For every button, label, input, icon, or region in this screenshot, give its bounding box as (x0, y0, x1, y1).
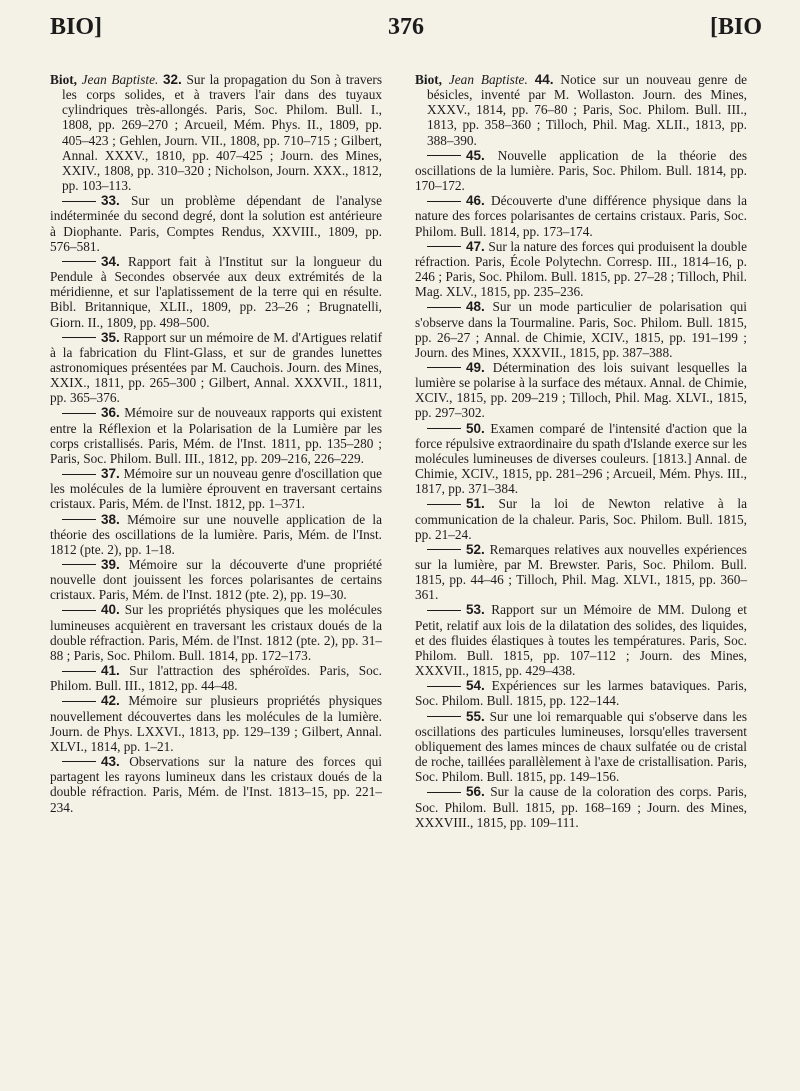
bibliography-entry (415, 542, 747, 603)
entry-text: Sur une loi remarquable qui s'observe dans les oscillations des particules lumineuses, lorsqu'elles traversent obliquement des lames minces de chaux sulfatée ou de cristal de roche, taillées parallèlement à l'axe de cristallisation. Paris, Soc. Philom. Bull. 1815, pp. 149–156. (415, 708, 747, 785)
bibliography-entry (50, 193, 382, 254)
ditto-rule (427, 246, 461, 247)
entry-text: Examen comparé de l'intensité d'action que la force répulsive extraordinaire du spath d'Islande exerce sur les molécules lumineuses de diverses couleurs. [1813.] Annal. de Chimie, XCIV., 1815, pp. 281–296 ; Arcueil, Mém. Phys. III., 1817, pp. 371–384. (415, 420, 748, 497)
author-name: Biot, Jean Baptiste. (415, 72, 528, 87)
entry-text: Remarques relatives aux nouvelles expériences sur la lumière, par M. Brewster. Paris, Soc. Philom. Bull. 1815, pp. 44–46 ; Tilloch, Phil. Mag. XLVI., 1815, pp. 360–361. (415, 541, 747, 603)
ditto-rule (427, 504, 461, 505)
entry-text: Mémoire sur de nouveaux rapports qui existent entre la Réflexion et la Polarisation de la Lumière par les corps cristallisés. Paris, Mém. de l'Inst. 1811, pp. 135–280 ; Paris, Soc. Philom. Bull. III., 1812, pp. 209–216, 226–229. (50, 405, 382, 466)
entry-text: Mémoire sur une nouvelle application de la théorie des oscillations de la lumière. Paris, Mém. de l'Inst. 1812 (pte. 2), pp. 1–18. (50, 511, 382, 557)
bibliography-entry (50, 663, 382, 693)
entry-number: 47. (466, 238, 485, 254)
entry-number: 34. (101, 253, 120, 269)
bibliography-entry (50, 754, 382, 815)
entry-text: Sur un mode particulier de polarisation qui s'observe dans la Tourmaline. Paris, Soc. Philom. Bull. 1815, pp. 26–27 ; Annal. de Chimie, XCIV., 1815, pp. 191–199 ; Journ. des Mines, XXXVII., 1815, pp. 387–388. (415, 299, 747, 360)
page-header (50, 14, 762, 44)
entry-number: 54. (466, 678, 485, 694)
bibliography-entry (415, 709, 747, 785)
entry-text: Sur les propriétés physiques que les molécules lumineuses acquièrent en traversant les cristaux doués de la double réfraction. Paris, Mém. de l'Inst. 1812 (pte. 2), pp. 31–88 ; Paris, Soc. Philom. Bull. 1814, pp. 172–173. (50, 602, 383, 663)
bibliography-entry (415, 72, 747, 148)
entry-number: 41. (101, 663, 120, 679)
bibliography-entry (415, 360, 747, 421)
bibliography-entry (50, 512, 382, 557)
ditto-rule (62, 564, 96, 565)
ditto-rule (62, 413, 96, 414)
entry-text: Mémoire sur plusieurs propriétés physiques nouvellement découvertes dans les molécules de la lumière. Journ. de Phys. LXXVI., 1813, pp. 129–139 ; Gilbert, Annal. XLVI., 1814, pp. 1–21. (50, 693, 382, 754)
entry-number: 46. (466, 193, 485, 209)
entry-text: Découverte d'une différence physique dans la nature des forces polarisantes de certains cristaux. Paris, Soc. Philom. Bull. 1814, pp. 173–174. (415, 193, 748, 239)
entry-number: 53. (466, 602, 485, 618)
entry-text: Rapport sur un mémoire de M. d'Artigues relatif à la fabrication du Flint-Glass, et sur de grandes lunettes astronomiques présentées par M. Cauchois. Journ. des Mines, XXIX., 1811, pp. 265–300 ; Gilbert, Annal. XXXVII., 1811, pp. 365–376. (50, 329, 382, 406)
ditto-rule (427, 155, 461, 156)
page-number: 376 (388, 14, 424, 40)
entry-number: 48. (466, 299, 485, 315)
ditto-rule (62, 671, 96, 672)
entry-number: 36. (101, 405, 120, 421)
entry-text: Observations sur la nature des forces qui partagent les rayons lumineux dans les cristaux doués de la double réfraction. Paris, Mém. de l'Inst. 1813–15, pp. 221–234. (50, 754, 382, 815)
entry-text: Rapport fait à l'Institut sur la longueur du Pendule à Secondes observée aux deux extrémités de la méridienne, et sur l'aplatissement de la terre qui en résulte. Bibl. Britannique, XLII., 1809, pp. 23–26 ; Brugnatelli, Giorn. II., 1809, pp. 498–500. (50, 253, 383, 330)
bibliography-entry (50, 602, 382, 663)
left-column (50, 72, 382, 815)
bibliography-entry (50, 72, 382, 193)
entry-number: 51. (466, 496, 485, 512)
entry-number: 35. (101, 329, 120, 345)
entry-number: 43. (101, 754, 120, 770)
bibliography-entry (50, 693, 382, 754)
ditto-rule (62, 337, 96, 338)
entry-number: 52. (466, 541, 485, 557)
bibliography-entry (415, 193, 747, 238)
entry-number: 42. (101, 693, 120, 709)
entry-number: 49. (466, 359, 485, 375)
entry-number: 39. (101, 557, 120, 572)
bibliography-entry (50, 405, 382, 466)
right-column (415, 72, 747, 830)
bibliography-entry (415, 678, 747, 708)
entry-number: 33. (101, 193, 120, 209)
entry-number: 56. (466, 784, 485, 800)
entry-text: Sur la nature des forces qui produisent la double réfraction. Paris, École Polytechn. Corresp. III., 1814–16, p. 246 ; Paris, Soc. Philom. Bull. 1815, pp. 27–28 ; Tilloch, Phil. Mag. XLV., 1815, pp. 235–236. (415, 238, 747, 300)
ditto-rule (62, 761, 96, 762)
ditto-rule (427, 201, 461, 202)
header-left-key: BIO] (50, 14, 103, 40)
ditto-rule (62, 261, 96, 262)
bibliography-entry (50, 466, 382, 511)
entry-number: 50. (466, 420, 485, 436)
ditto-rule (427, 549, 461, 550)
bibliography-entry (415, 299, 747, 360)
bibliography-entry (50, 557, 382, 602)
bibliography-entry (50, 330, 382, 406)
ditto-rule (427, 428, 461, 429)
ditto-rule (62, 519, 96, 520)
bibliography-entry (415, 239, 747, 300)
bibliography-entry (415, 784, 747, 829)
entry-number: 55. (466, 708, 485, 724)
entry-text: Sur la propagation du Son à travers les corps solides, et à travers l'air dans des tuyaux cylindriques très-allongés. Paris, Soc. Philom. Bull. I., 1808, pp. 269–270 ; Arcueil, Mém. Phys. II., 1809, pp. 405–423 ; Gehlen, Journ. VII., 1808, pp. 710–715 ; Gilbert, Annal. XXXV., 1810, pp. 407–425 ; Journ. des Mines, XXIV., 1808, pp. 310–320 ; Nicholson, Journ. XXX., 1812, pp. 103–113. (62, 72, 383, 194)
entry-number: 32. (162, 72, 182, 87)
entry-number: 44. (534, 72, 554, 87)
bibliography-entry (50, 254, 382, 330)
entry-text: Détermination des lois suivant lesquelles la lumière se polarise à la surface des métaux. Annal. de Chimie, XCIV., 1815, pp. 209–219 ; Tilloch, Phil. Mag. XLVI., 1815, pp. 297–302. (415, 359, 747, 421)
ditto-rule (427, 792, 461, 793)
entry-text: Rapport sur un Mémoire de MM. Dulong et Petit, relatif aux lois de la dilatation des solides, des liquides, et des fluides élastiques à toutes les températures. Paris, Soc. Philom. Bull. 1815, pp. 107–112 ; Journ. des Mines, XXXVII., 1815, pp. 429–438. (415, 602, 747, 679)
bibliography-entry (415, 148, 747, 193)
ditto-rule (62, 474, 96, 475)
bibliography-entry (415, 496, 747, 541)
entry-text: Sur l'attraction des sphéroïdes. Paris, Soc. Philom. Bull. III., 1812, pp. 44–48. (50, 663, 382, 694)
author-name: Biot, Jean Baptiste. (50, 72, 159, 87)
ditto-rule (427, 367, 461, 368)
ditto-rule (62, 701, 96, 702)
entry-number: 38. (101, 511, 120, 527)
ditto-rule (427, 716, 461, 717)
ditto-rule (62, 201, 96, 202)
ditto-rule (427, 686, 461, 687)
entry-text: Mémoire sur un nouveau genre d'oscillation que les molécules de la lumière éprouvent en traversant certains cristaux. Paris, Mém. de l'Inst. 1812, pp. 1–371. (50, 466, 383, 512)
entry-number: 40. (101, 602, 120, 618)
ditto-rule (427, 610, 461, 611)
entry-text: Sur la cause de la coloration des corps. Paris, Soc. Philom. Bull. 1815, pp. 168–169 ; Journ. des Mines, XXXVIII., 1815, pp. 109–111. (415, 784, 747, 830)
header-right-key: [BIO (709, 14, 762, 40)
entry-text: Sur un problème dépendant de l'analyse indéterminée du second degré, dont la solution est antérieure à Diophante. Paris, Comptes Rendus, XXVIII., 1809, pp. 576–581. (50, 193, 382, 254)
bibliography-entry (415, 602, 747, 678)
entry-text: Expériences sur les larmes bataviques. Paris, Soc. Philom. Bull. 1815, pp. 122–144. (415, 678, 747, 709)
ditto-rule (62, 610, 96, 611)
entry-text: Sur la loi de Newton relative à la communication de la chaleur. Paris, Soc. Philom. Bull. 1815, pp. 21–24. (415, 496, 747, 542)
entry-number: 37. (101, 466, 120, 482)
entry-number: 45. (466, 147, 485, 163)
entry-text: Mémoire sur la découverte d'une propriété nouvelle dont jouissent les forces polarisantes de certains cristaux. Paris, Mém. de l'Inst. 1812 (pte. 2), pp. 19–30. (50, 557, 382, 603)
bibliography-entry (415, 421, 747, 497)
entry-text: Nouvelle application de la théorie des oscillations de la lumière. Paris, Soc. Philom. Bull. 1814, pp. 170–172. (415, 147, 747, 194)
entry-text: Notice sur un nouveau genre de bésicles, inventé par M. Wollaston. Journ. des Mines, XXXV., 1814, pp. 76–80 ; Paris, Soc. Philom. Bull. III., 1813, pp. 358–360 ; Tilloch, Phil. Mag. XLII., 1813, pp. 388–390. (427, 72, 747, 148)
ditto-rule (427, 307, 461, 308)
